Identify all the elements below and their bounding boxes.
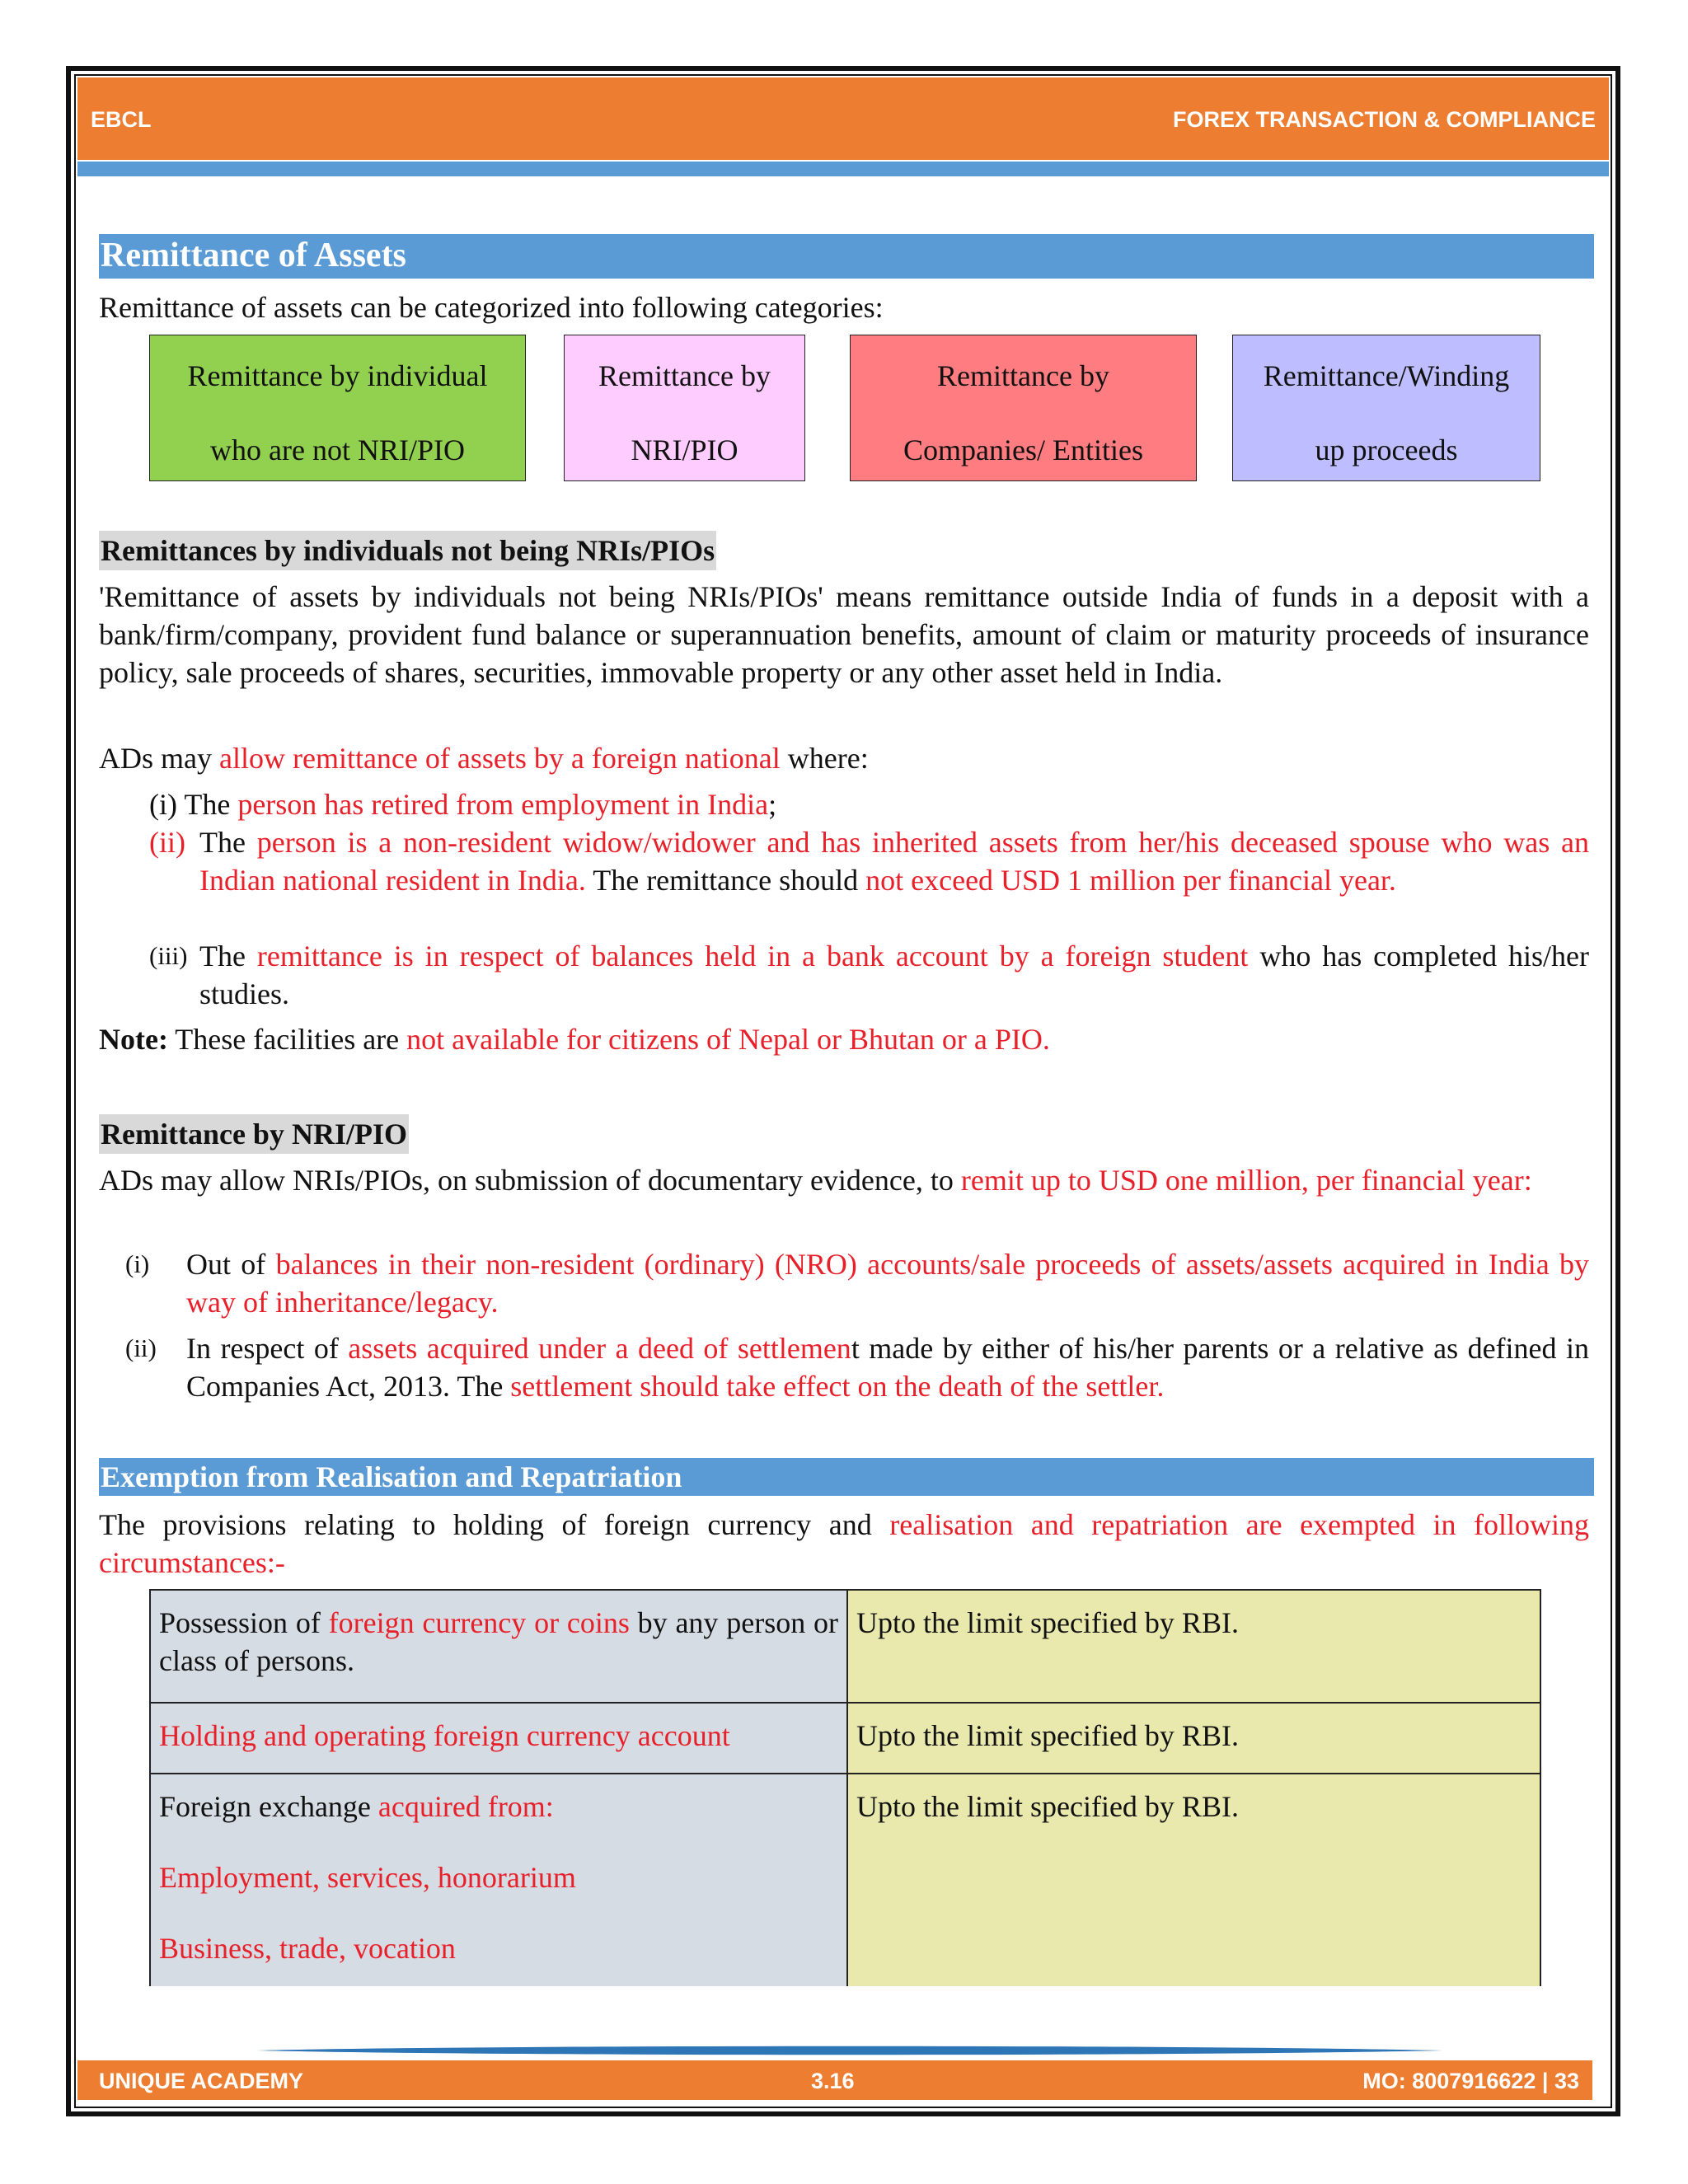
highlight: assets acquired under a deed of settlemen <box>348 1332 851 1365</box>
category-box-nri-pio <box>564 335 805 481</box>
footer-page-number: 3.16 <box>811 2069 855 2093</box>
highlight: foreign currency or coins <box>328 1606 630 1639</box>
section-title-remittance-of-assets <box>99 234 1594 279</box>
box-line1: Remittance/Winding <box>1263 359 1510 392</box>
individuals-list-item-3 <box>149 937 1589 1013</box>
box-line1: Remittance by <box>937 359 1109 392</box>
highlight: remit up to USD one million, per financial year: <box>960 1164 1532 1197</box>
individuals-paragraph: 'Remittance of assets by individuals not being NRIs/PIOs' means remittance outside India of funds in a deposit with a bank/firm/company, provident fund balance or superannuation benefits, amount of claim or maturity proceeds of insurance policy, sale proceeds of shares, securities, immovable property or any other asset held in India. <box>99 580 1589 689</box>
table-cell-left <box>150 1774 847 1986</box>
section-title-text: Remittance of Assets <box>101 237 406 274</box>
text: where: <box>780 742 869 775</box>
text: Foreign exchange <box>159 1790 378 1823</box>
section-intro: Remittance of assets can be categorized into following categories: <box>99 291 884 324</box>
text: The provisions relating to holding of foreign currency and <box>99 1508 890 1541</box>
header-left: EBCL <box>91 107 152 132</box>
list-number: (i) <box>149 788 177 821</box>
box-line1: Remittance by individual <box>187 359 488 392</box>
table-row <box>150 1774 1540 1986</box>
box-line2: NRI/PIO <box>631 434 738 466</box>
exemption-table <box>149 1589 1541 1986</box>
page-footer <box>77 2060 1592 2100</box>
table-cell-right: Upto the limit specified by RBI. <box>847 1774 1540 1986</box>
box-line2: who are not NRI/PIO <box>210 434 465 466</box>
exemption-paragraph <box>99 1506 1589 1582</box>
text: The <box>199 940 257 972</box>
list-number: (ii) <box>125 1333 157 1362</box>
list-number: (i) <box>125 1249 150 1278</box>
box-line2: Companies/ Entities <box>903 434 1143 466</box>
section-title-text: Exemption from Realisation and Repatriation <box>101 1460 682 1493</box>
highlight: allow remittance of assets by a foreign national <box>219 742 781 775</box>
highlight: Business, trade, vocation <box>159 1932 456 1965</box>
table-cell-left <box>150 1590 847 1703</box>
header-right: FOREX TRANSACTION & COMPLIANCE <box>1173 107 1596 132</box>
text: ADs may allow NRIs/PIOs, on submission of documentary evidence, to <box>99 1164 961 1197</box>
highlight: person has retired from employment in India <box>237 788 769 821</box>
ads-line <box>99 739 869 777</box>
individuals-list-item-2 <box>149 823 1589 899</box>
text: ; <box>768 788 777 821</box>
footer-right: MO: 8007916622 | 33 <box>1362 2069 1579 2093</box>
text: The remittance should <box>585 864 866 897</box>
highlight: person is a non-resident widow/widower and has inherited assets from her/his deceased spouse who was an Indian national resident in India. <box>199 826 1590 897</box>
text: In respect of <box>186 1332 349 1365</box>
table-cell-left: Holding and operating foreign currency account <box>150 1703 847 1774</box>
list-number: (iii) <box>149 941 188 970</box>
footer-swoosh-decoration <box>256 2041 1442 2060</box>
highlight: remittance is in respect of balances held in a bank account by a foreign student <box>256 940 1249 972</box>
text: who has completed his/her studies. <box>199 940 1590 1010</box>
header-strip <box>77 162 1609 176</box>
highlight: not available for citizens of Nepal or Bhutan or a PIO. <box>406 1023 1050 1056</box>
highlight: Employment, services, honorarium <box>159 1861 576 1894</box>
table-cell-right: Upto the limit specified by RBI. <box>847 1703 1540 1774</box>
box-line2: up proceeds <box>1315 434 1458 466</box>
nri-list-item-1 <box>124 1245 1589 1321</box>
text: The <box>199 826 257 859</box>
note-label: Note: <box>99 1023 168 1056</box>
text: by any person or class of persons. <box>159 1606 838 1677</box>
table-cell-right: Upto the limit specified by RBI. <box>847 1590 1540 1703</box>
highlight: realisation and repatriation are exempted in following circumstances:- <box>99 1508 1589 1579</box>
category-box-winding-up <box>1232 335 1540 481</box>
highlight: settlement should take effect on the death of the settler. <box>510 1370 1165 1403</box>
highlight: balances in their non-resident (ordinary) (NRO) accounts/sale proceeds of assets/assets acquired in India by way of inheritance/legacy. <box>186 1248 1589 1319</box>
table-row <box>150 1590 1540 1703</box>
text: Possession of <box>159 1606 329 1639</box>
text: t made by either of his/her parents or a relative as defined in Companies Act, 2013. The <box>186 1332 1589 1403</box>
nri-paragraph <box>99 1161 1589 1199</box>
list-number: (ii) <box>149 826 185 859</box>
nri-list-item-2 <box>124 1329 1589 1405</box>
category-box-individual <box>149 335 526 481</box>
footer-left: UNIQUE ACADEMY <box>99 2069 304 2093</box>
text: ADs may <box>99 742 219 775</box>
box-line1: Remittance by <box>598 359 771 392</box>
category-box-companies <box>850 335 1197 481</box>
individuals-list-item-1 <box>149 785 776 823</box>
section-title-exemption <box>99 1458 1594 1496</box>
text: Out of <box>186 1248 276 1281</box>
subheading-individuals: Remittances by individuals not being NRIs/PIOs <box>99 531 716 570</box>
text: The <box>176 788 238 821</box>
subheading-nri-pio: Remittance by NRI/PIO <box>99 1114 409 1154</box>
highlight: not exceed USD 1 million per financial year. <box>865 864 1396 897</box>
page-header <box>77 77 1609 160</box>
table-row <box>150 1703 1540 1774</box>
highlight: acquired from: <box>377 1790 554 1823</box>
note-line <box>99 1020 1050 1058</box>
text: These facilities are <box>167 1023 407 1056</box>
